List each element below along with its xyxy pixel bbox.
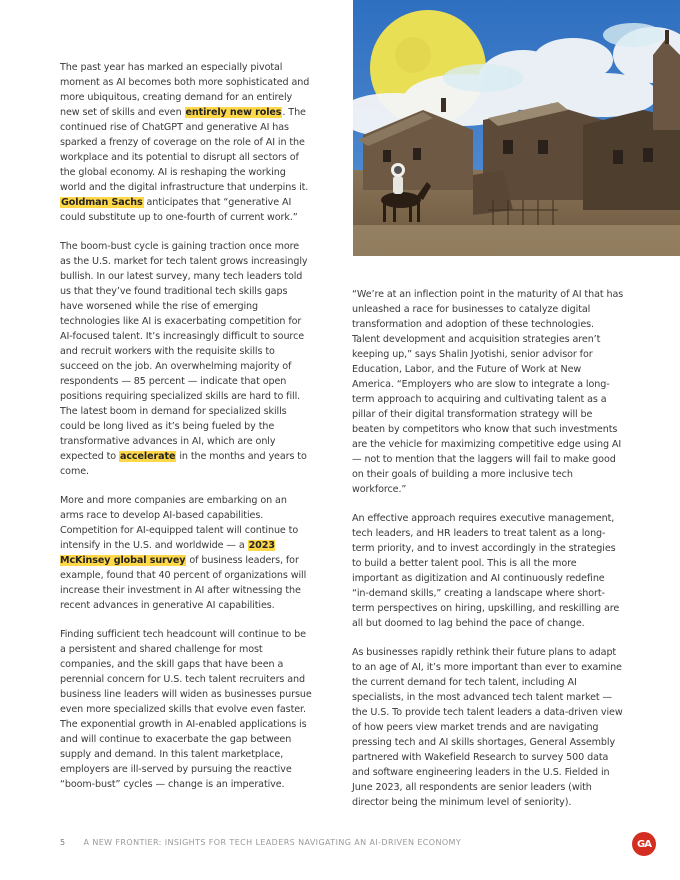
hero-image — [353, 0, 680, 256]
link-entirely-new-roles[interactable]: entirely new roles — [185, 107, 282, 118]
link-mckinsey-survey[interactable]: 2023 McKinsey global survey — [60, 540, 275, 566]
frontier-town-illustration — [353, 0, 680, 256]
link-accelerate[interactable]: accelerate — [119, 451, 176, 462]
paragraph-1: The past year has marked an especially pivotal moment as AI becomes both more sophisticated and more ubiquitous, creating demand for an entirely new set of skills and even entirely new roles. The continued rise of ChatGPT and generative AI has sparked a frenzy of coverage on the role of AI in the workplace and its potential to disrupt all sectors of the global economy. AI is reshaping the working world and the digital infrastructure that underpins it. Goldman Sachs anticipates that “generative AI could substitute up to one-fourth of current work.” — [60, 62, 310, 223]
paragraph-4: Finding sufficient tech headcount will continue to be a persistent and shared challenge for most companies, and the skill gaps that have been a perennial concern for U.S. tech talent recruiters and business line leaders will widen as businesses pursue even more specialized skills that evolve even faster. The exponential growth in AI-enabled applications is and will continue to exacerbate the gap between supply and demand. In this talent marketplace, employers are ill-served by pursuing the reactive “boom-bust” cycles — change is an imperative. — [60, 629, 312, 790]
right-column — [352, 287, 624, 824]
paragraph-approach: An effective approach requires executive management, tech leaders, and HR leaders to treat talent as a long-term priority, and to invest accordingly in the strategies to build a better talent pool. This is all the more important as digitization and AI continuously redefine “in-demand skills,” creating a landscape where short-term perspectives on hiring, upskilling, and reskilling are all but doomed to lag behind the pace of change. — [352, 513, 620, 629]
link-goldman-sachs[interactable]: Goldman Sachs — [61, 197, 143, 208]
page-footer — [60, 838, 461, 847]
page-number: 5 — [60, 838, 66, 847]
footer-title: A NEW FRONTIER: INSIGHTS FOR TECH LEADERS NAVIGATING AN AI-DRIVEN ECONOMY — [83, 838, 462, 847]
left-column — [60, 60, 312, 806]
quote-paragraph: “We’re at an inflection point in the maturity of AI that has unleashed a race for businesses to catalyze digital transformation and adoption of these technologies. Talent development and acquisition strategies aren’t keeping up,” says Shalin Jyotishi, senior advisor for Education, Labor, and the Future of Work at New America. “Employers who are slow to integrate a long-term approach to acquiring and cultivating talent as a pillar of their digital transformation strategy will be beaten by competitors who know that such investments are the vehicle for maximizing competitive edge using AI — not to mention that the laggers will fail to make good on their goals of building a more inclusive tech workforce.” — [352, 289, 624, 495]
ga-logo-icon: GA — [632, 832, 656, 856]
paragraph-2: The boom-bust cycle is gaining traction once more as the U.S. market for tech talent grows increasingly bullish. In our latest survey, many tech leaders told us that they’ve found traditional tech skills gaps have worsened while the rise of emerging technologies like AI is exacerbating competition for AI-focused talent. It’s increasingly difficult to source and recruit workers with the requisite skills to succeed on the job. An overwhelming majority of respondents — 85 percent — indicate that open positions requiring specialized skills are hard to fill. The latest boom in demand for specialized skills could be long lived as it’s being fueled by the transformative advances in AI, which are only expected to accelerate in the months and years to come. — [60, 241, 308, 477]
paragraph-3: More and more companies are embarking on an arms race to develop AI-based capabilities. Competition for AI-equipped talent will continue to intensify in the U.S. and worldwide — a 2023 McKinsey global survey of business leaders, for example, found that 40 percent of organizations will increase their investment in AI after witnessing the recent advances in generative AI capabilities. — [60, 495, 307, 611]
paragraph-survey: As businesses rapidly rethink their future plans to adapt to an age of AI, it’s more important than ever to examine the current demand for tech talent, including AI specialists, in the most advanced tech talent market — the U.S. To provide tech talent leaders a data-driven view of how peers view market trends and are navigating pressing tech and AI skills shortages, General Assembly partnered with Wakefield Research to survey 500 data and software engineering leaders in the U.S. Fielded in June 2023, all respondents are senior leaders (with director being the minimum level of seniority). — [352, 647, 623, 808]
